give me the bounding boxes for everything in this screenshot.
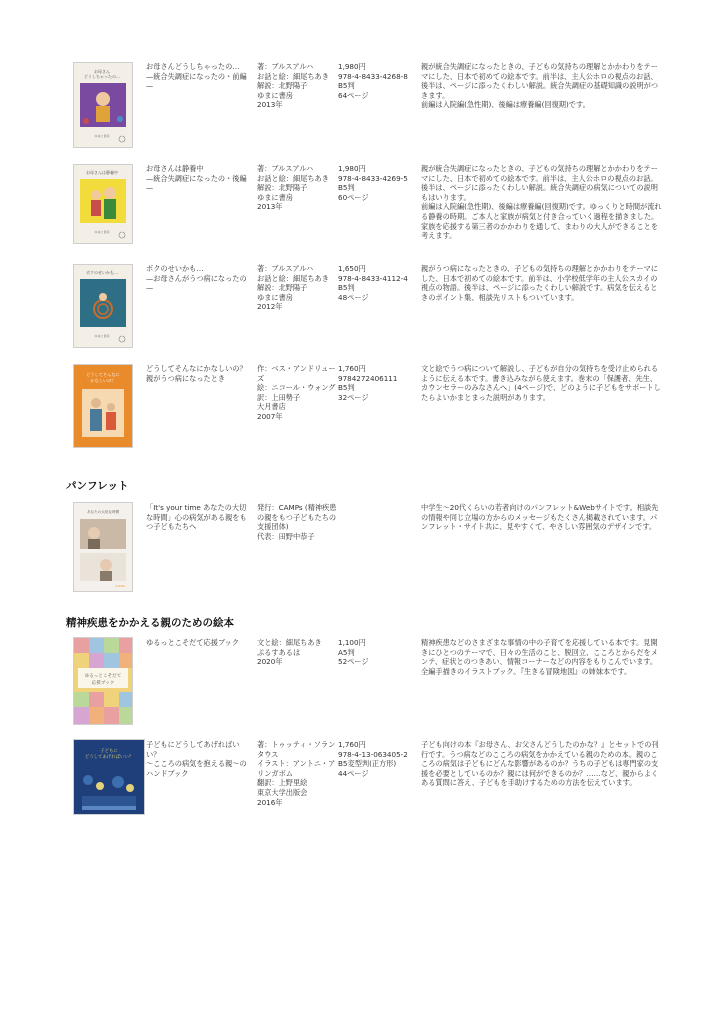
book-credits: 著：ブルスアルハ お話と絵：細尾ちあき 解説：北野陽子 ゆまに書房 2012年 (257, 264, 329, 312)
book-description: 文と絵でうつ病について解説し、子どもが自分の気持ちを受け止められるように伝える本です。書き込みながら使えます。巻末の「保護者、先生、カウンセラーのみなさんへ」(4ページ)で、どのように子どもをサポートしたらよいかまとまった説明があります。 (421, 364, 661, 402)
book-spec: 1,980円 978-4-8433-4269-5 B5判 60ページ (338, 164, 408, 202)
book-cover-image (73, 739, 145, 815)
svg-text:ゆるっとこそだて: ゆるっとこそだて (84, 674, 122, 679)
book-title: どうしてそんなにかなしいの？ 親がうつ病になったとき (146, 364, 247, 383)
svg-text:お母さんは静養中: お母さんは静養中 (86, 170, 118, 175)
book-title: お母さんは静養中 —統合失調症になったの・後編— (146, 164, 247, 193)
book-spec: 1,100円 A5判 52ページ (338, 638, 369, 667)
pamphlet-description: 中学生〜20代くらいの若者向けのパンフレット&Webサイトです。相談先の情報や同じ立場の方からのメッセージもたくさん掲載されています。パンフレット・サイト共に、見やすくて、やさしい雰囲気のデザインです。 (421, 503, 659, 532)
book-credits: 著：ブルスアルハ お話と絵：細尾ちあき 解説：北野陽子 ゆまに書房 2013年 (257, 62, 329, 110)
pamphlet-title: 「It's your time あなたの大切な時間」心の病気がある親をもつ子どもたちへ (146, 503, 247, 532)
book-description: 精神疾患などのさまざまな事情の中の子育てを応援している本です。見開きにひとつのテーマで、日々の生活のこと、脱回立、こころとからだをメンテ、症状とのつきあい、情報コーナーなどの内容をもりこんでいます。全編手描きのイラストブック。『生きる冒険地図』の姉妹本です。 (421, 638, 658, 676)
svg-text:どうしてそんなに: どうしてそんなに (86, 372, 120, 377)
pamphlet-credits: 発行：CAMPs (精神疾患の親をもつ子どもたちの支援団体) 代表：田野中恭子 (257, 503, 337, 541)
book-spec: 1,760円 9784272406111 B5判 32ページ (338, 364, 398, 402)
book-title: お母さんどうしちゃったの… —統合失調症になったの・前編— (146, 62, 247, 91)
book-cover-image (73, 264, 133, 348)
svg-text:どうしてあげればいい？: どうしてあげればいい？ (84, 755, 134, 760)
book-description: 親がうつ病になったときの、子どもの気持ちの理解とかかわりをテーマにした、日本で初めての絵本です。前半は、小学校低学年の主人公スカイの視点の物語。後半は、ページに添ったくわしい解説です。病気を伝えるときのポイント集、相談先リストもついています。 (421, 264, 658, 302)
svg-text:お母さん: お母さん (94, 69, 110, 74)
svg-text:ゆまに書房: ゆまに書房 (94, 334, 110, 338)
svg-text:子どもに: 子どもに (100, 749, 118, 754)
book-spec: 1,760円 978-4-13-063405-2 B5変型判(正方形) 44ページ (338, 740, 408, 778)
book-cover-image (73, 62, 133, 148)
svg-text:応援ブック: 応援ブック (91, 681, 115, 686)
book-title: ゆるっとこそだて応援ブック (146, 638, 239, 647)
book-spec: 1,650円 978-4-8433-4112-4 B5判 48ページ (338, 264, 408, 302)
section-heading-pamphlet: パンフレット (66, 480, 129, 492)
book-cover-image (73, 637, 133, 725)
book-credits: 著：トゥッティ・ソランタウス イラスト：アントニ・アリンガボム 翻訳：上野里絵 東京大学出版会 2016年 (257, 740, 336, 807)
book-description: 親が統合失調症になったときの、子どもの気持ちの理解とかかわりをテーマにした、日本で初めての絵本です。前半は、主人公ホロの視点のお話。後半は、ページに添ったくわしい解説。統合失調症の病気についての説明もはいります。 前編は入院編(急性期)、後編は療養編(回復期)です。ゆっくりと時間が流れる静養の時期。ご本人と家族が病気と付き合っていく過程を描きました。家族を応援する第三者のかかわりを通して、まわりの大人ができることを考えます。 (421, 164, 662, 241)
svg-text:あなたの大切な時間: あなたの大切な時間 (86, 510, 120, 514)
pamphlet-cover-image (73, 502, 133, 592)
svg-text:かなしいの？: かなしいの？ (90, 378, 116, 383)
svg-text:ボクのせいかも…: ボクのせいかも… (86, 270, 118, 275)
svg-text:ゆまに書房: ゆまに書房 (94, 230, 110, 234)
book-credits: 著：ブルスアルハ お話と絵：細尾ちあき 解説：北野陽子 ゆまに書房 2013年 (257, 164, 329, 212)
book-title: ボクのせいかも… —お母さんがうつ病になったの— (146, 264, 247, 293)
book-description: 親が統合失調症になったときの、子どもの気持ちの理解とかかわりをテーマにした、日本で初めての絵本です。前半は、主人公ホロの視点のお話、後半は、ページに添ったくわしい解説。統合失調症の基礎知識の説明がつきます。 前編は入院編(急性期)、後編は療養編(回復期)です。 (421, 62, 659, 110)
svg-text:CAMPs: CAMPs (114, 584, 126, 588)
svg-text:ゆまに書房: ゆまに書房 (94, 134, 110, 138)
book-credits: 作：ベス・アンドリューズ 絵：ニコール・ウォング 訳：上田勢子 大月書店 2007年 (257, 364, 336, 421)
book-credits: 文と絵：細尾ちあき ぷるすあるは 2020年 (257, 638, 322, 667)
svg-text:どうしちゃったの…: どうしちゃったの… (84, 74, 120, 79)
book-cover-image (73, 164, 133, 244)
book-spec: 1,980円 978-4-8433-4268-8 B5判 64ページ (338, 62, 408, 100)
section-heading-parent-books: 精神疾患をかかえる親のための絵本 (66, 617, 234, 629)
book-cover-image (73, 364, 133, 448)
book-title: 子どもにどうしてあげればいい？ 〜こころの病気を抱える親〜のハンドブック (146, 740, 247, 778)
book-description: 子ども向けの本『お母さん、お父さんどうしたのかな？』とセットでの刊行です。うつ病などのこころの病気をかかえている親のための本。親のこころの病気は子どもにどんな影響があるのか？うちの子どもは専門家の支援を必要としているのか？親には何ができるのか？……など、親からよくある質問に答え、子どもを手助けするための方法を伝えています。 (421, 740, 659, 788)
